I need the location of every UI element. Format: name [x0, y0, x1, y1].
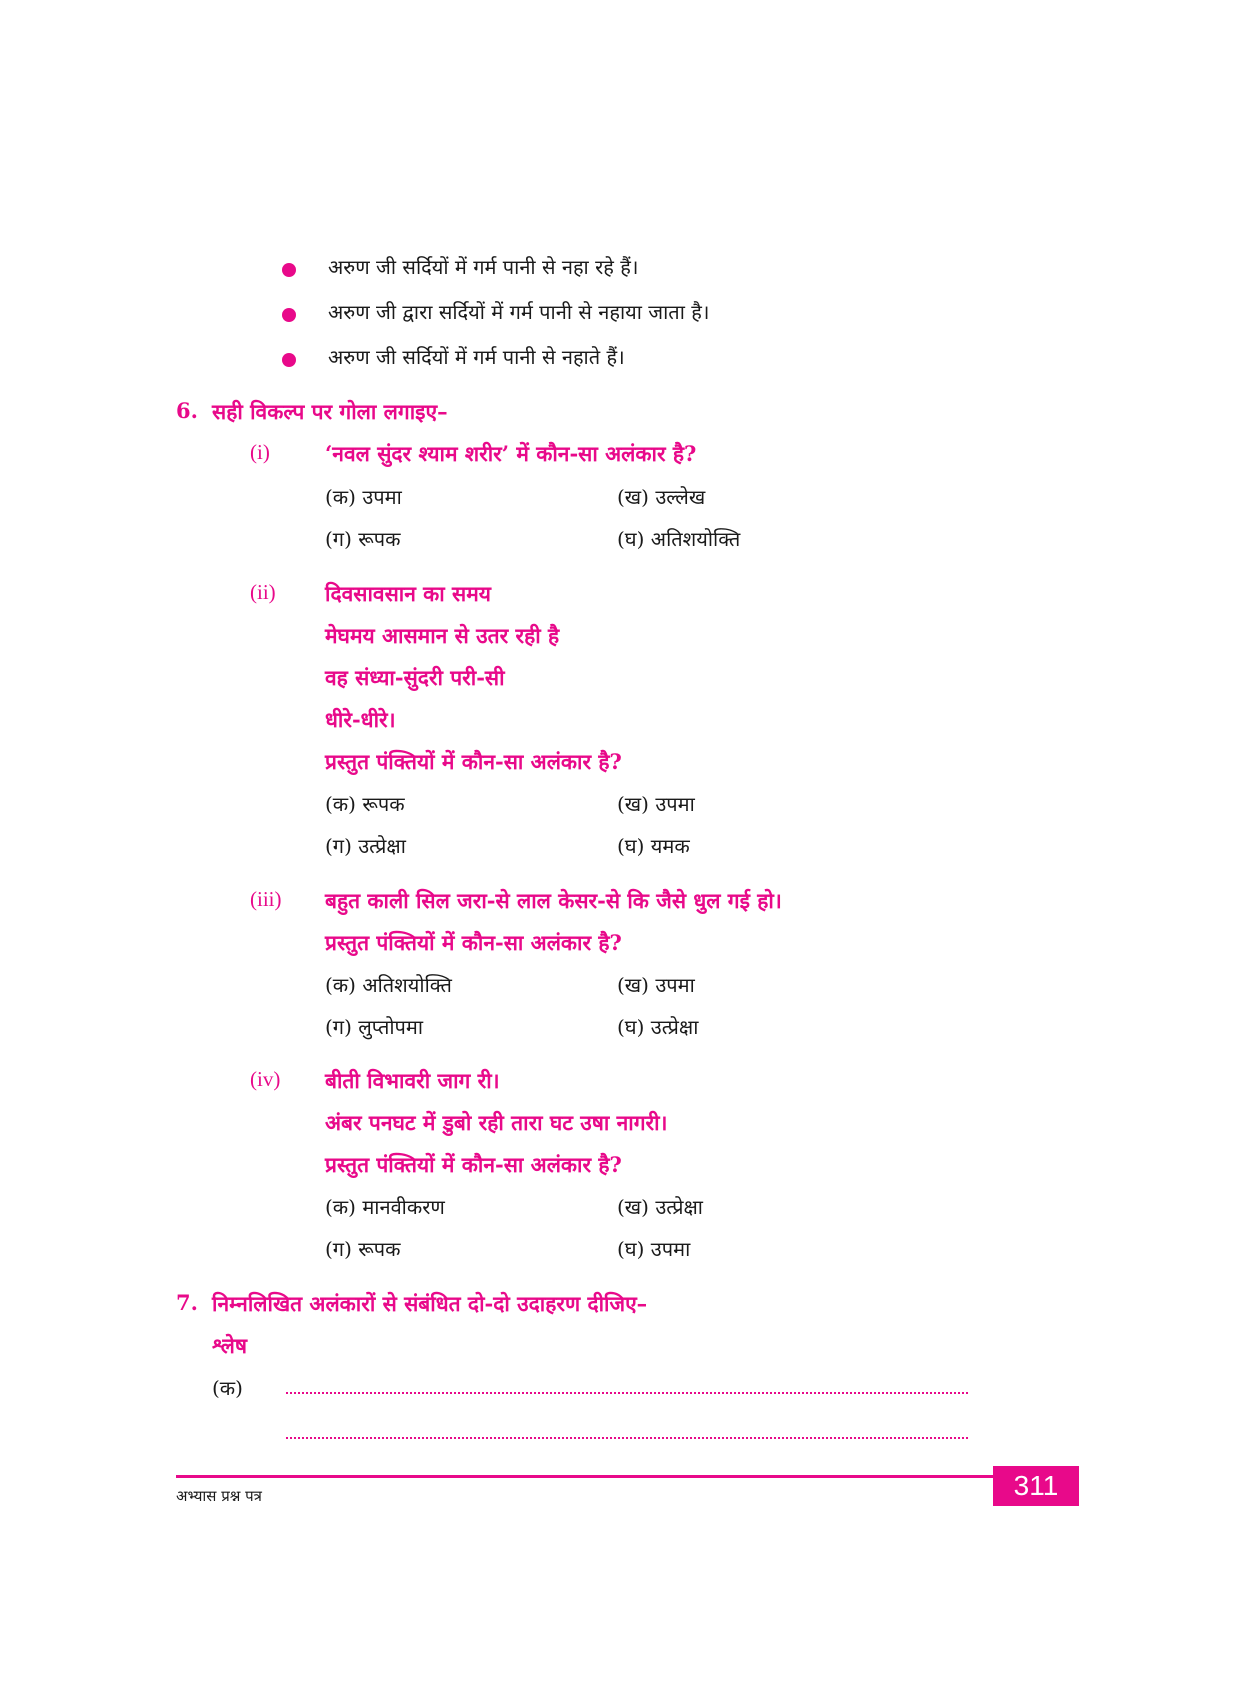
- option: (ख) उत्प्रेक्षा: [617, 1195, 703, 1219]
- page-number: 311: [993, 1466, 1079, 1506]
- bullet-text: अरुण जी द्वारा सर्दियों में गर्म पानी से नहाया जाता है।: [328, 300, 710, 324]
- option: (घ) उपमा: [617, 1237, 691, 1261]
- answer-line: [286, 1437, 968, 1439]
- footer-title: अभ्यास प्रश्न पत्र: [176, 1487, 262, 1505]
- question-line: धीरे-धीरे।: [325, 707, 396, 732]
- bullet-dot: [282, 353, 296, 367]
- option: (क) रूपक: [325, 792, 405, 816]
- question-line: बहुत काली सिल जरा-से लाल केसर-से कि जैसे धुल गई हो।: [325, 888, 782, 913]
- option: (क) अतिशयोक्ति: [325, 973, 452, 997]
- option: (ग) उत्प्रेक्षा: [325, 834, 406, 858]
- footer-rule: [176, 1475, 993, 1478]
- question-line: प्रस्तुत पंक्तियों में कौन-सा अलंकार है?: [325, 930, 622, 955]
- question-title: सही विकल्प पर गोला लगाइए–: [212, 399, 448, 424]
- option: (घ) उत्प्रेक्षा: [617, 1015, 699, 1039]
- bullet-text: अरुण जी सर्दियों में गर्म पानी से नहा रहे हैं।: [328, 255, 639, 279]
- sub-heading: श्लेष: [212, 1333, 248, 1358]
- question-line: ‘नवल सुंदर श्याम शरीर’ में कौन-सा अलंकार है?: [325, 441, 697, 466]
- bullet-dot: [282, 308, 296, 322]
- option: (ख) उपमा: [617, 973, 695, 997]
- answer-label: (क): [212, 1376, 243, 1400]
- question-line: मेघमय आसमान से उतर रही है: [325, 623, 560, 648]
- option: (घ) यमक: [617, 834, 690, 858]
- part-label: (i): [250, 440, 270, 464]
- question-line: बीती विभावरी जाग री।: [325, 1068, 500, 1093]
- question-number: 6.: [176, 398, 198, 423]
- question-title: निम्नलिखित अलंकारों से संबंधित दो-दो उदाहरण दीजिए–: [212, 1291, 648, 1316]
- option: (ग) रूपक: [325, 527, 401, 551]
- question-line: दिवसावसान का समय: [325, 581, 491, 606]
- option: (क) उपमा: [325, 485, 402, 509]
- bullet-dot: [282, 263, 296, 277]
- part-label: (iv): [250, 1067, 281, 1091]
- part-label: (ii): [250, 580, 276, 604]
- option: (ख) उपमा: [617, 792, 695, 816]
- part-label: (iii): [250, 887, 282, 911]
- option: (क) मानवीकरण: [325, 1195, 445, 1219]
- answer-line: [286, 1392, 968, 1394]
- question-line: प्रस्तुत पंक्तियों में कौन-सा अलंकार है?: [325, 1152, 622, 1177]
- option: (ग) रूपक: [325, 1237, 401, 1261]
- option: (ग) लुप्तोपमा: [325, 1015, 424, 1039]
- question-line: वह संध्या-सुंदरी परी-सी: [325, 665, 505, 690]
- option: (घ) अतिशयोक्ति: [617, 527, 741, 551]
- question-line: प्रस्तुत पंक्तियों में कौन-सा अलंकार है?: [325, 749, 622, 774]
- question-line: अंबर पनघट में डुबो रही तारा घट उषा नागरी।: [325, 1110, 668, 1135]
- question-number: 7.: [176, 1290, 198, 1315]
- option: (ख) उल्लेख: [617, 485, 706, 509]
- bullet-text: अरुण जी सर्दियों में गर्म पानी से नहाते हैं।: [328, 345, 625, 369]
